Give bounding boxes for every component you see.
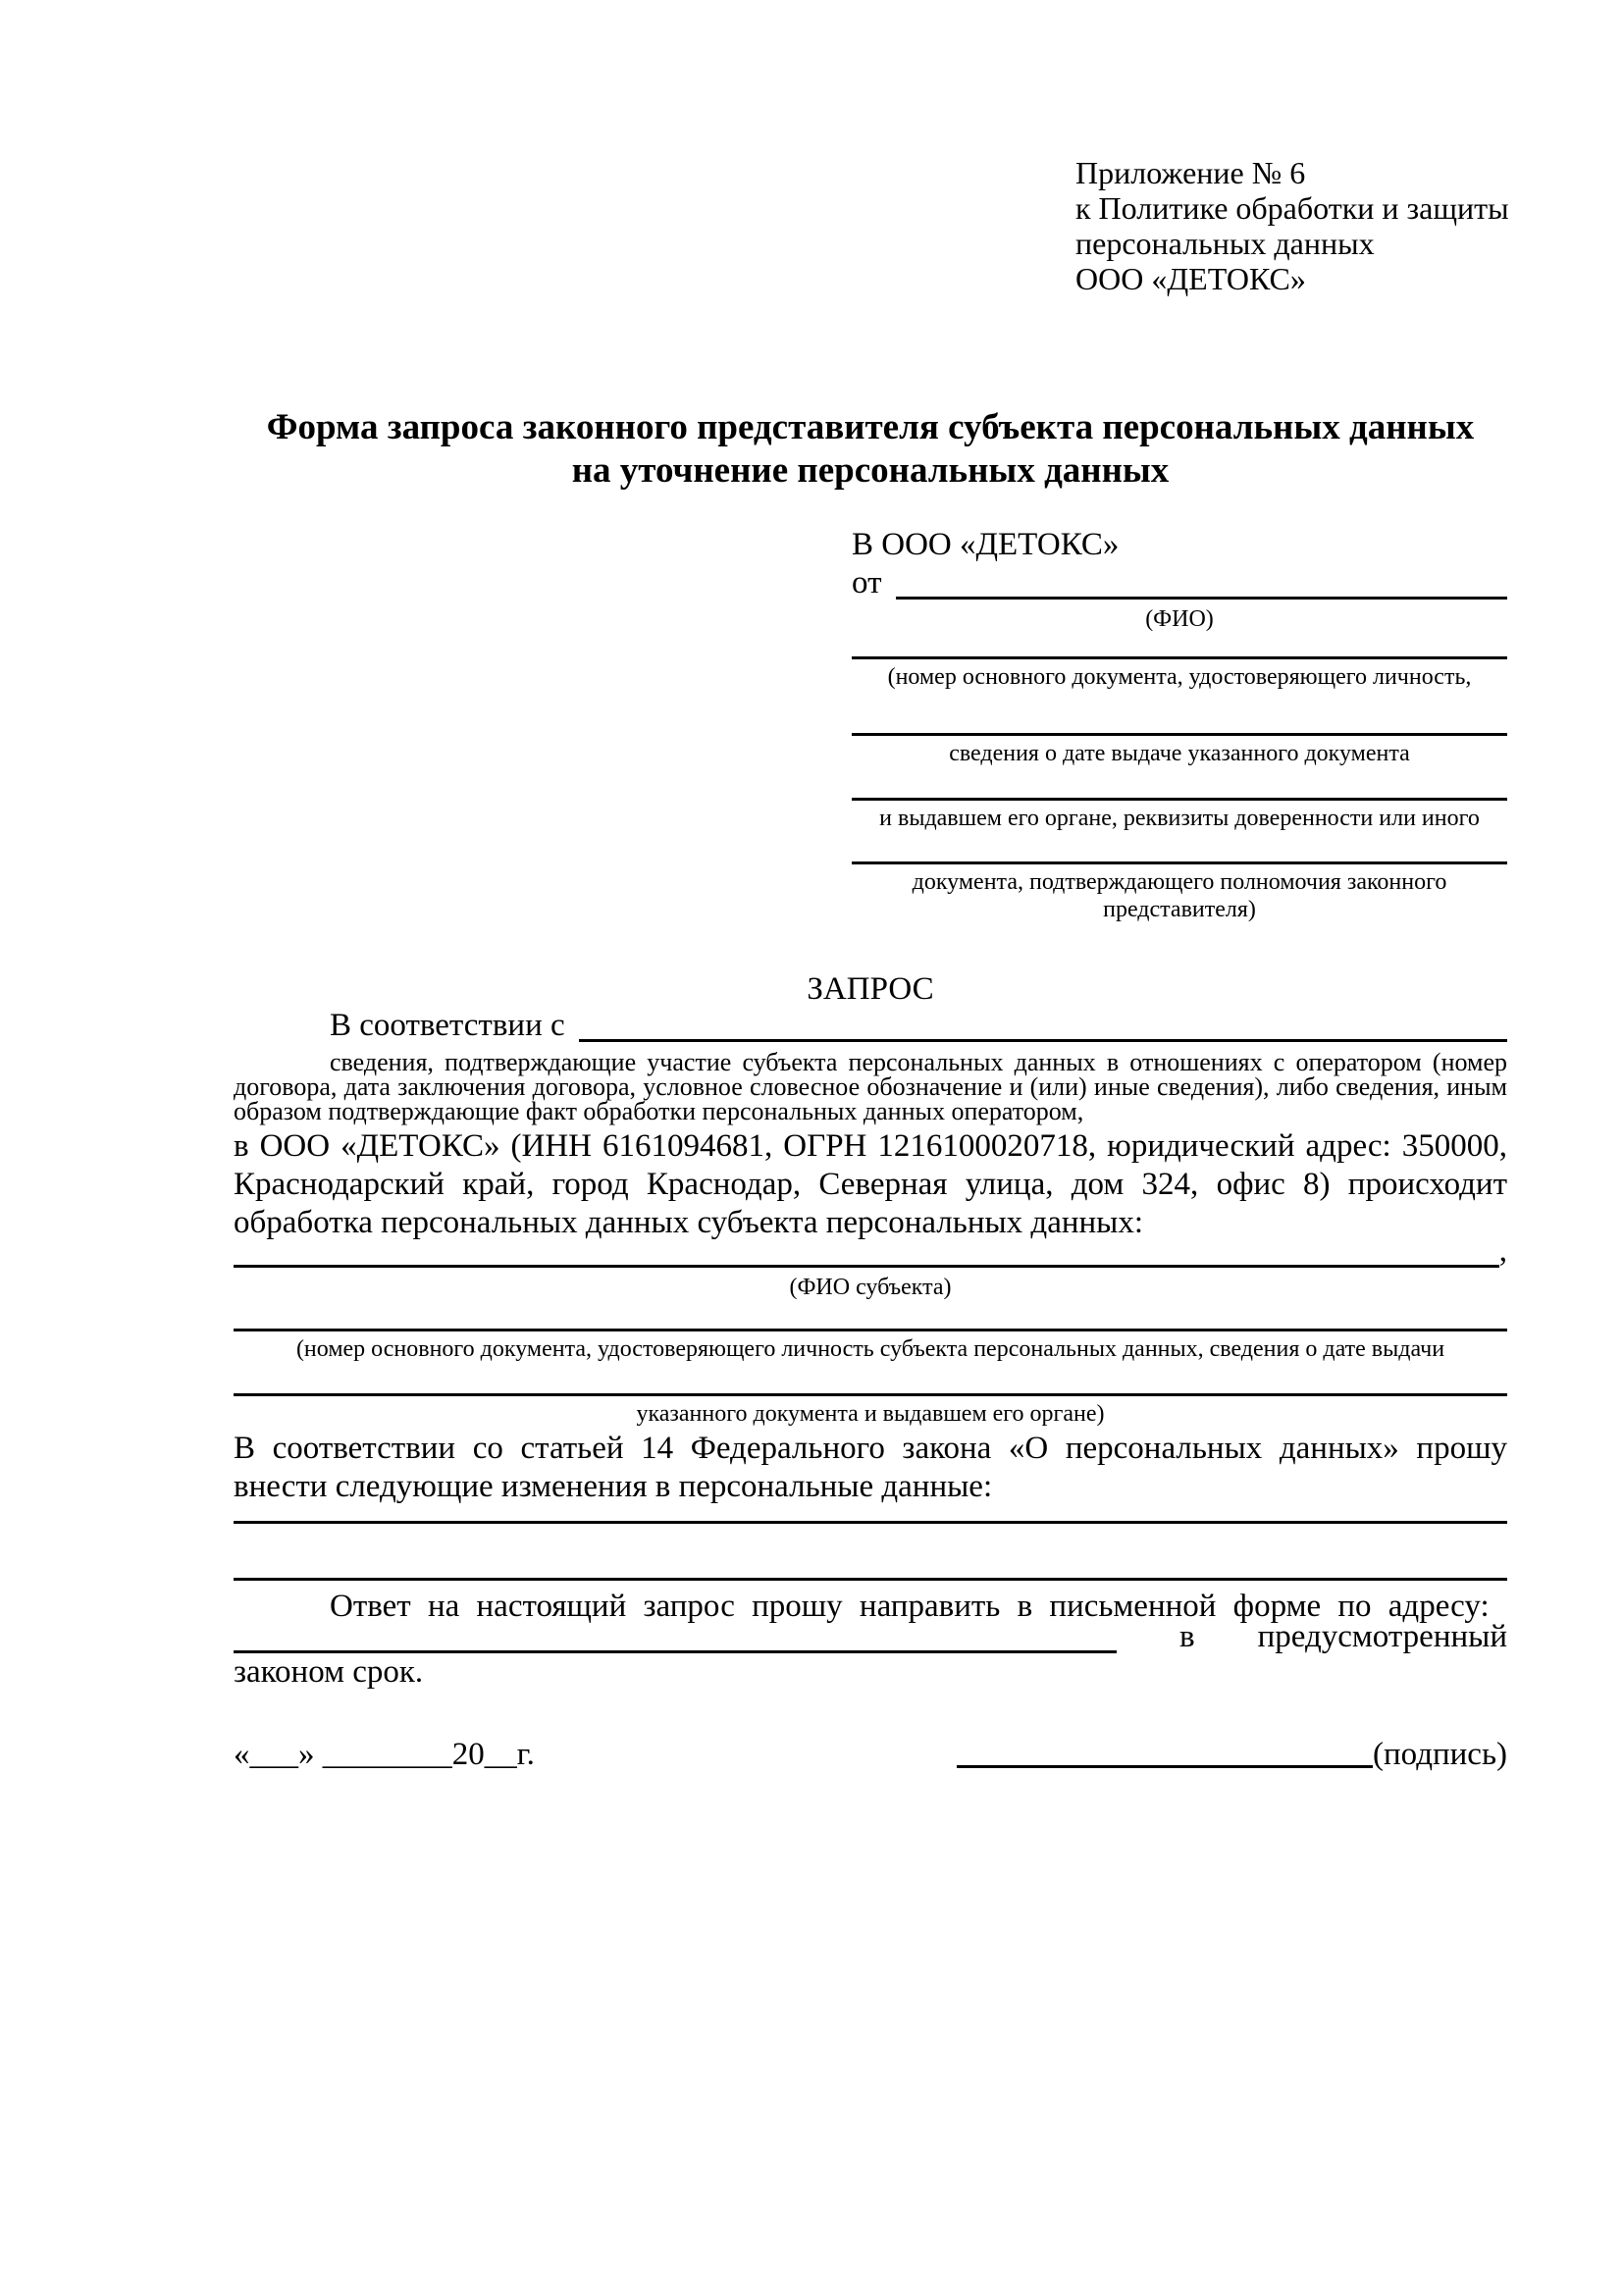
subject-fio-field [234, 1233, 1507, 1269]
representative-doc-caption-3: и выдавшем его органе, реквизиты доверенности или иного [879, 806, 1480, 831]
representative-doc-fill-line-3 [852, 798, 1507, 801]
appendix-line: ООО «ДЕТОКС» [1075, 261, 1306, 296]
subject-fio-fill-line [234, 1265, 1499, 1268]
subject-doc-fill-line-2 [234, 1393, 1507, 1396]
reply-paragraph-line-3: законом срок. [234, 1654, 424, 1690]
representative-doc-caption-2: сведения о дате выдаче указанного документа [949, 741, 1410, 766]
basis-footnote: сведения, подтверждающие участие субъекта персональных данных в отношениях с оператором (номер договора, дата заключения договора, условное словесное обозначение и (или) иные сведения), либо сведения, иным образом подтверждающие факт обработки персональных данных оператором, [234, 1048, 1507, 1125]
reply-address-field [234, 1619, 1507, 1654]
representative-doc-fill-line-4 [852, 861, 1507, 864]
representative-doc-caption-4: документа, подтверждающего полномочия законного представителя) [912, 869, 1447, 922]
subject-fio-caption: (ФИО субъекта) [789, 1275, 952, 1300]
from-field [852, 566, 1507, 600]
from-fill-line [896, 597, 1508, 600]
basis-field [234, 1008, 1507, 1043]
comma-mark: , [1498, 1233, 1507, 1269]
appendix-line: персональных данных [1075, 226, 1375, 261]
appendix-header [1075, 155, 1507, 296]
subject-doc-caption-2: указанного документа и выдавшем его органе) [636, 1401, 1105, 1427]
reply-paragraph-line-1: Ответ на настоящий запрос прошу направить в письменной форме по адресу: [330, 1589, 1490, 1624]
signature-caption: (подпись) [1373, 1737, 1507, 1772]
date-field: «___» ________20__г. [234, 1737, 535, 1772]
changes-fill-line-1 [234, 1521, 1507, 1524]
addressee-organization: В ООО «ДЕТОКС» [852, 527, 1120, 562]
form-title [234, 406, 1507, 493]
form-title-line-2: на уточнение персональных данных [571, 450, 1170, 491]
signature-fill-line [957, 1765, 1373, 1768]
signature-row [234, 1739, 1507, 1771]
law-paragraph: В соответствии со статьей 14 Федерального закона «О персональных данных» прошу внести следующие изменения в персональные данные: [234, 1431, 1507, 1504]
from-label: от [852, 565, 882, 600]
subject-doc-caption-1: (номер основного документа, удостоверяющего личность субъекта персональных данных, сведения о дате выдачи [295, 1336, 1445, 1362]
reply-word-1: в [1179, 1619, 1195, 1654]
request-heading: ЗАПРОС [807, 971, 934, 1007]
representative-doc-fill-line-1 [852, 656, 1507, 659]
operator-paragraph: в ООО «ДЕТОКС» (ИНН 6161094681, ОГРН 1216100020718, юридический адрес: 350000, Краснодарский край, город Краснодар, Северная улица, дом 324, офис 8) происходит обработка персональных данных субъекта персональных данных: [234, 1128, 1507, 1240]
changes-fill-line-2 [234, 1578, 1507, 1581]
appendix-line: Приложение № 6 [1075, 155, 1306, 190]
basis-label: В соответствии с [330, 1008, 565, 1043]
form-title-line-1: Форма запроса законного представителя субъекта персональных данных [266, 407, 1475, 447]
subject-doc-fill-line-1 [234, 1329, 1507, 1331]
representative-doc-caption-1: (номер основного документа, удостоверяющего личность, [887, 664, 1472, 690]
basis-fill-line [579, 1039, 1507, 1042]
signature-field [957, 1739, 1507, 1771]
reply-word-2: предусмотренный [1257, 1619, 1507, 1654]
fio-caption: (ФИО) [1145, 606, 1214, 632]
appendix-line: к Политике обработки и защиты [1075, 190, 1509, 226]
representative-doc-fill-line-2 [852, 733, 1507, 736]
addressee-block [852, 524, 1507, 923]
